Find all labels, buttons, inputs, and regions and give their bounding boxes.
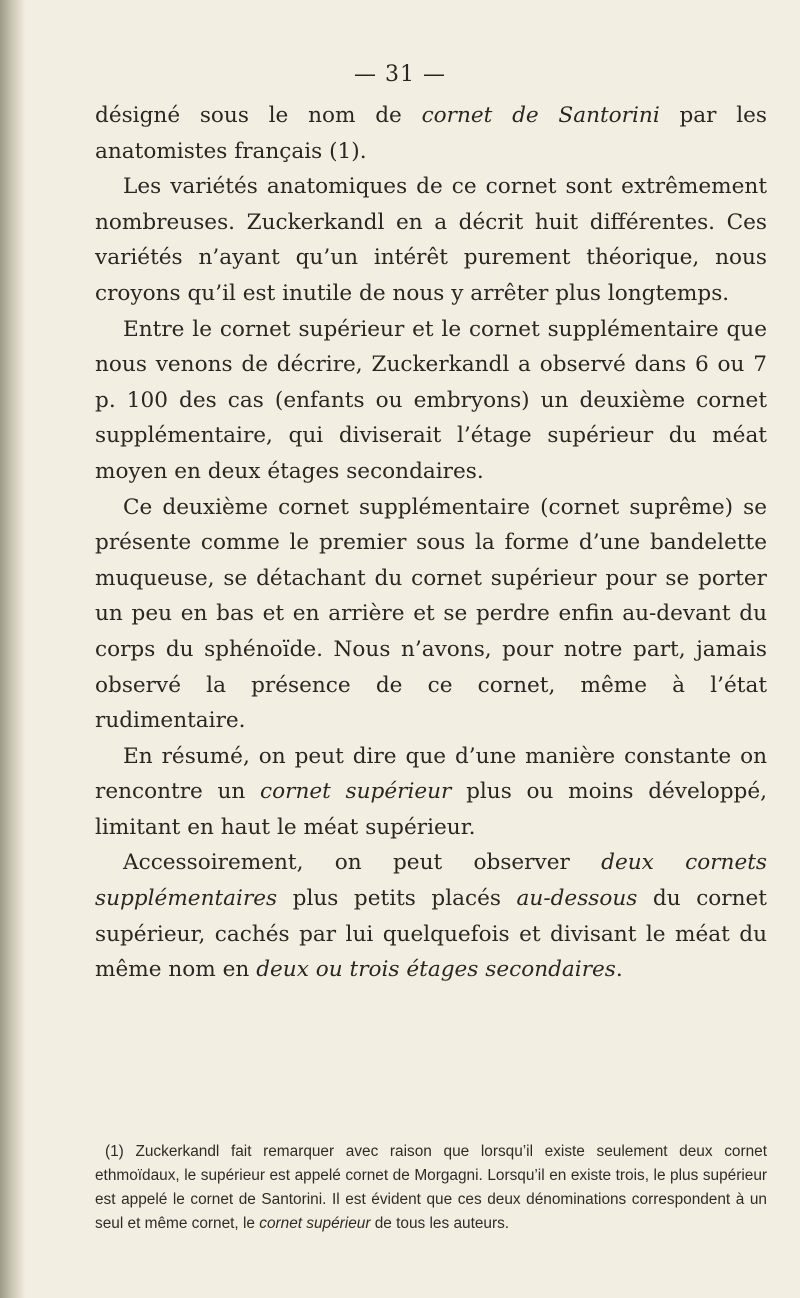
- paragraph-6-italic-term-1: deux cornets supplémentaires: [95, 850, 767, 912]
- paragraph-3: Entre le cornet supérieur et le cornet supplémentaire que nous venons de décrire, Zuckerkandl a observé dans 6 ou 7 p. 100 des cas (enfants ou embryons) un deuxième cornet supplémentaire, qui diviserait l’étage supérieur du méat moyen en deux étages secondaires.: [95, 316, 767, 484]
- paragraph-1-text-a: désigné sous le nom de: [95, 103, 422, 128]
- footnote: [95, 1140, 767, 1236]
- paragraph-6-text-g: .: [615, 957, 623, 983]
- paragraph-5-italic-term: cornet supérieur: [260, 779, 452, 805]
- paragraph-5-text-c: plus ou moins développé, limitant en haut le méat supérieur.: [95, 779, 767, 840]
- paragraph-1-italic-term: cornet de Santorini: [421, 103, 660, 128]
- footnote-italic-term: cornet supérieur: [259, 1215, 371, 1232]
- paragraph-6: [95, 845, 767, 987]
- paragraph-6-text-c: plus petits placés: [277, 886, 517, 912]
- paragraph-1: [95, 98, 767, 169]
- paragraph-6-italic-term-3: deux ou trois étages secondaires: [256, 957, 616, 983]
- body-text: [95, 98, 767, 988]
- paragraph-5: [95, 739, 767, 846]
- paragraph-6-text-e: du cornet supérieur, cachés par lui quelquefois et divisant le méat du même nom en: [95, 886, 767, 983]
- page-number: — 31 —: [354, 62, 446, 87]
- footnote-text-c: de tous les auteurs.: [370, 1215, 510, 1232]
- paragraph-6-text-a: Accessoirement, on peut observer: [123, 850, 602, 876]
- paragraph-1-text-c: par les anatomistes français (1).: [95, 103, 768, 164]
- paragraph-5-text-a: En résumé, on peut dire que d’une manière constante on rencontre un: [95, 743, 767, 805]
- paragraph-2: Les variétés anatomiques de ce cornet sont extrêmement nombreuses. Zuckerkandl en a décrit huit différentes. Ces variétés n’ayant qu’un intérêt purement théorique, nous croyons qu’il est inutile de nous y arrêter plus longtemps.: [95, 174, 767, 306]
- page-edge-shadow: [0, 0, 26, 1298]
- paragraph-6-italic-term-2: au-dessous: [516, 886, 638, 912]
- paragraph-4: Ce deuxième cornet supplémentaire (cornet suprême) se présente comme le premier sous la forme d’une bandelette muqueuse, se détachant du cornet supérieur pour se porter un peu en bas et en arrière et se perdre enfin au-devant du corps du sphénoïde. Nous n’avons, pour notre part, jamais observé la présence de ce cornet, même à l’état rudimentaire.: [95, 494, 767, 734]
- footnote-text-a: (1) Zuckerkandl fait remarquer avec raison que lorsqu’il existe seulement deux cornet ethmoïdaux, le supérieur est appelé cornet de Morgagni. Lorsqu’il en existe trois, le plus supérieur est appelé le cornet de Santorini. Il est évident que ces deux dénominations correspondent à un seul et même cornet, le: [95, 1143, 767, 1232]
